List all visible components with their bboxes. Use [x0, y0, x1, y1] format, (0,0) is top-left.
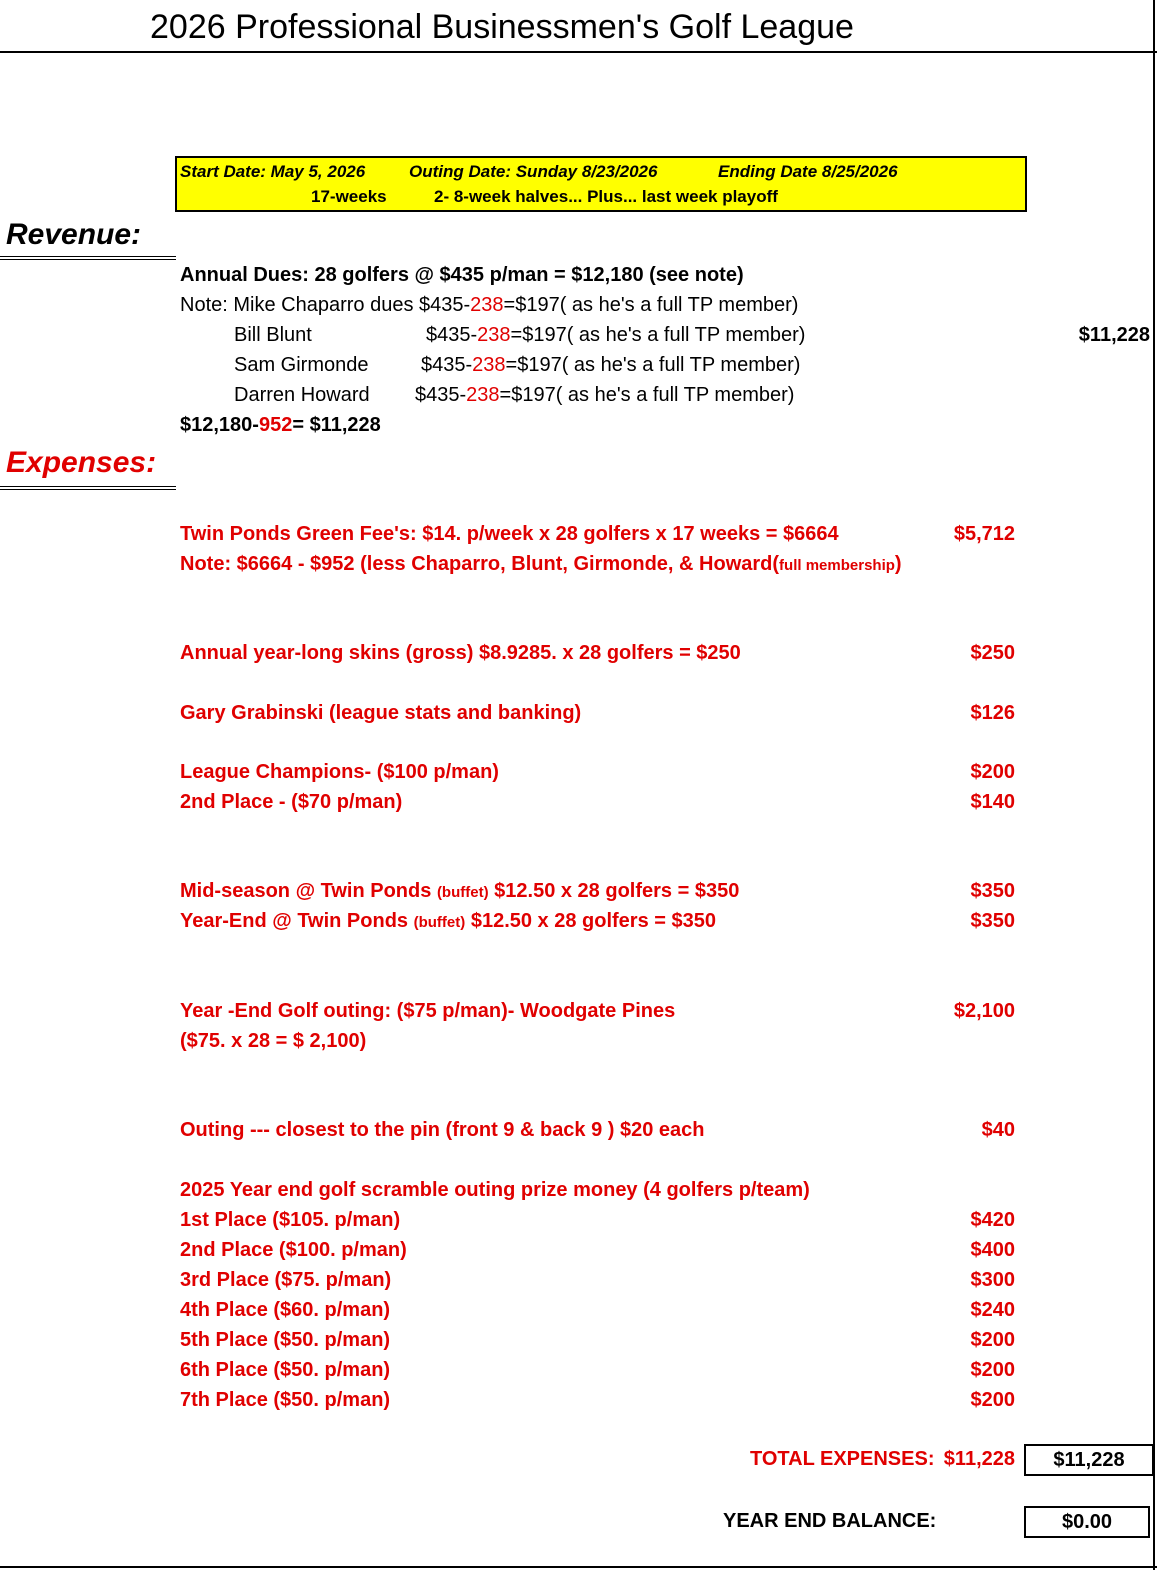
stats-amount: $126	[970, 702, 1015, 724]
member-name: Darren Howard	[234, 384, 370, 406]
midseason-line: Mid-season @ Twin Ponds (buffet) $12.50 x 28 golfers = $350	[180, 880, 740, 902]
title-underline	[0, 51, 1157, 53]
expenses-heading-rule	[0, 486, 176, 490]
green-fee-line: Twin Ponds Green Fee's: $14. p/week x 28 golfers x 17 weeks = $6664	[180, 523, 839, 545]
halves-info: 2- 8-week halves... Plus... last week playoff	[434, 187, 778, 206]
revenue-heading: Revenue:	[6, 218, 142, 251]
green-fee-note: Note: $6664 - $952 (less Chaparro, Blunt, Girmonde, & Howard(full membership)	[180, 553, 902, 575]
dues-total-calc: $12,180-952= $11,228	[180, 414, 381, 436]
member-calc: $435-238=$197( as he's a full TP member)	[415, 384, 795, 406]
place-amount: $200	[970, 1359, 1015, 1381]
stats-line: Gary Grabinski (league stats and banking)	[180, 702, 582, 724]
second-place-line: 2nd Place - ($70 p/man)	[180, 791, 403, 813]
place-label: 5th Place ($50. p/man)	[180, 1329, 391, 1351]
midseason-amount: $350	[970, 880, 1015, 902]
place-amount: $400	[970, 1239, 1015, 1261]
place-amount: $200	[970, 1389, 1015, 1411]
scramble-heading: 2025 Year end golf scramble outing prize money (4 golfers p/team)	[180, 1179, 810, 1201]
total-expenses-label: TOTAL EXPENSES:	[750, 1448, 935, 1470]
champions-line: League Champions- ($100 p/man)	[180, 761, 499, 783]
skins-line: Annual year-long skins (gross) $8.9285. x 28 golfers = $250	[180, 642, 741, 664]
dues-note: Note: Mike Chaparro dues $435-238=$197( as he's a full TP member)	[180, 294, 799, 316]
member-name: Sam Girmonde	[234, 354, 369, 376]
net-revenue: $11,228	[1078, 324, 1150, 346]
pin-amount: $40	[981, 1119, 1015, 1141]
revenue-heading-rule	[0, 256, 176, 260]
year-end-balance-box: $0.00	[1024, 1506, 1150, 1538]
second-place-amount: $140	[970, 791, 1015, 813]
yearend-dinner-amount: $350	[970, 910, 1015, 932]
place-amount: $420	[970, 1209, 1015, 1231]
right-border	[1153, 0, 1155, 1570]
place-label: 6th Place ($50. p/man)	[180, 1359, 391, 1381]
place-amount: $240	[970, 1299, 1015, 1321]
member-calc: $435-238=$197( as he's a full TP member)	[421, 354, 801, 376]
outing-amount: $2,100	[953, 1000, 1015, 1022]
place-label: 4th Place ($60. p/man)	[180, 1299, 391, 1321]
outing-date: Outing Date: Sunday 8/23/2026	[409, 162, 658, 181]
yearend-dinner-line: Year-End @ Twin Ponds (buffet) $12.50 x 28 golfers = $350	[180, 910, 716, 932]
place-label: 2nd Place ($100. p/man)	[180, 1239, 407, 1261]
place-amount: $200	[970, 1329, 1015, 1351]
pin-line: Outing --- closest to the pin (front 9 & back 9 ) $20 each	[180, 1119, 705, 1141]
outing-calc: ($75. x 28 = $ 2,100)	[180, 1030, 367, 1052]
bottom-border	[0, 1566, 1157, 1568]
place-label: 1st Place ($105. p/man)	[180, 1209, 401, 1231]
place-label: 7th Place ($50. p/man)	[180, 1389, 391, 1411]
expenses-heading: Expenses:	[6, 446, 157, 479]
page-title: 2026 Professional Businessmen's Golf League	[150, 8, 854, 46]
total-expenses-box: $11,228	[1024, 1444, 1154, 1476]
green-fee-amount: $5,712	[953, 523, 1015, 545]
champions-amount: $200	[970, 761, 1015, 783]
start-date: Start Date: May 5, 2026	[180, 162, 366, 181]
ending-date: Ending Date 8/25/2026	[718, 162, 898, 181]
member-name: Bill Blunt	[234, 324, 312, 346]
place-label: 3rd Place ($75. p/man)	[180, 1269, 392, 1291]
skins-amount: $250	[970, 642, 1015, 664]
place-amount: $300	[970, 1269, 1015, 1291]
annual-dues: Annual Dues: 28 golfers @ $435 p/man = $12,180 (see note)	[180, 264, 744, 286]
schedule-banner	[175, 156, 1027, 212]
member-calc: $435-238=$197( as he's a full TP member)	[426, 324, 806, 346]
outing-line: Year -End Golf outing: ($75 p/man)- Woodgate Pines	[180, 1000, 676, 1022]
year-end-balance-label: YEAR END BALANCE:	[723, 1510, 937, 1532]
total-expenses-value: $11,228	[943, 1448, 1015, 1470]
weeks-count: 17-weeks	[311, 187, 387, 206]
